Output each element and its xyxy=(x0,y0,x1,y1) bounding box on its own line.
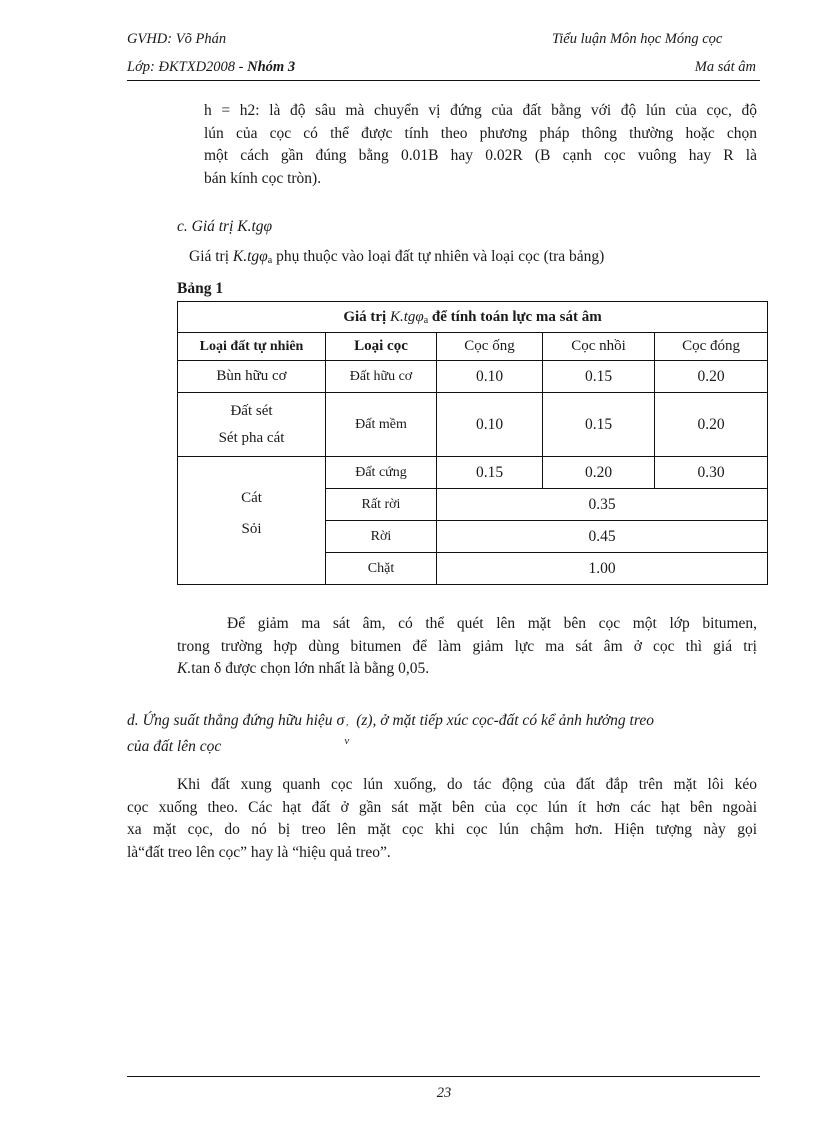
table-title-prefix: Giá trị xyxy=(343,308,390,325)
line-rest: tan δ được chọn lớn nhất là bằng 0,05. xyxy=(191,660,430,677)
type-cell: Đất mềm xyxy=(326,393,437,457)
type-cell: Chặt xyxy=(326,553,437,585)
soil-cell xyxy=(178,457,326,585)
header-group: Nhóm 3 xyxy=(247,59,296,75)
paragraph-line: Để giảm ma sát âm, có thể quét lên mặt bên cọc một lớp bitumen, xyxy=(227,615,757,632)
value-cell: 0.10 xyxy=(437,361,543,393)
section-d-heading xyxy=(127,708,757,760)
value-cell: 0.10 xyxy=(437,393,543,457)
k-symbol: K. xyxy=(177,660,192,677)
soil-cell xyxy=(178,393,326,457)
paragraph-line: bán kính cọc tròn). xyxy=(204,169,322,187)
type-cell: Rời xyxy=(326,521,437,553)
value-cell: 0.30 xyxy=(655,457,768,489)
header-section: Ma sát âm xyxy=(694,59,756,75)
intro-suffix: phụ thuộc vào loại đất tự nhiên và loại cọc (tra bảng) xyxy=(272,248,605,265)
paragraph-line: trong trường hợp dùng bitumen để làm giảm lực ma sát âm ở cọc thì giá trị xyxy=(177,637,757,655)
type-cell: Đất hữu cơ xyxy=(326,361,437,393)
soil-cell: Bùn hữu cơ xyxy=(178,361,326,393)
value-cell: 0.15 xyxy=(437,457,543,489)
table-label: Bảng 1 xyxy=(177,280,224,297)
section-d-text: (z), ở mặt tiếp xúc cọc-đất có kể ảnh hưởng treo xyxy=(352,712,654,729)
intro-prefix: Giá trị xyxy=(189,248,233,265)
intro-symbol-subscript: a xyxy=(267,255,273,266)
paragraph-line: Khi đất xung quanh cọc lún xuống, do tác động của đất đắp trên mặt lôi kéo xyxy=(177,776,757,793)
section-c-intro xyxy=(189,248,604,266)
table-row xyxy=(178,457,768,489)
paragraph-line: h = h2: là độ sâu mà chuyển vị đứng của đất bằng với độ lún của cọc, độ xyxy=(204,102,757,119)
sigma-sub: v xyxy=(344,735,350,747)
value-cell: 1.00 xyxy=(437,553,768,585)
header-class-prefix: Lớp: ĐKTXD2008 - xyxy=(127,59,248,75)
type-cell: Đất cứng xyxy=(326,457,437,489)
value-cell: 0.20 xyxy=(655,361,768,393)
column-header-pile-type: Loại cọc xyxy=(326,333,437,361)
page-number: 23 xyxy=(436,1085,452,1101)
type-cell: Rất rời xyxy=(326,489,437,521)
paragraph-treo xyxy=(127,774,757,864)
column-header-tube-pile: Cọc ống xyxy=(437,333,543,361)
paragraph-line xyxy=(177,658,757,681)
table-title-subscript: a xyxy=(423,314,429,326)
soil-cell-line: Cát xyxy=(241,489,262,506)
sigma-char: σ xyxy=(336,712,345,729)
soil-cell-line: Sét pha cát xyxy=(218,429,285,446)
friction-coefficient-table xyxy=(177,301,768,585)
column-header-driven-pile: Cọc đóng xyxy=(655,333,768,361)
sigma-sup: ' xyxy=(345,722,348,734)
value-cell: 0.20 xyxy=(655,393,768,457)
paragraph-bitumen xyxy=(177,613,757,681)
table-title xyxy=(178,302,768,333)
paragraph-line: lún của cọc có thể được tính theo phương pháp thông thường hoặc chọn xyxy=(204,124,757,142)
soil-cell-line: Sỏi xyxy=(241,520,262,537)
table-row xyxy=(178,361,768,393)
soil-cell-line: Đất sét xyxy=(230,402,273,419)
footer-rule xyxy=(127,1076,760,1077)
section-d-text: d. Ứng suất thẳng đứng hữu hiệu xyxy=(127,712,337,729)
table-title-symbol: K.tgφ xyxy=(389,308,424,325)
header-class xyxy=(127,59,295,76)
header-report-title: Tiểu luận Môn học Móng cọc xyxy=(552,31,723,47)
value-cell: 0.15 xyxy=(543,361,655,393)
section-c-heading: c. Giá trị K.tgφ xyxy=(177,218,273,235)
paragraph-line: cọc xuống theo. Các hạt đất ở gần sát mặt bên của cọc lún ít hơn các hạt bên ngoài xyxy=(127,798,757,816)
value-cell: 0.35 xyxy=(437,489,768,521)
table-title-suffix: để tính toán lực ma sát âm xyxy=(428,308,602,325)
intro-symbol: K.tgφ xyxy=(232,248,268,265)
header-instructor: GVHD: Võ Phán xyxy=(127,31,227,47)
column-header-bored-pile: Cọc nhồi xyxy=(543,333,655,361)
value-cell: 0.15 xyxy=(543,393,655,457)
paragraph-line: là“đất treo lên cọc” hay là “hiệu quả treo”. xyxy=(127,843,391,861)
value-cell: 0.20 xyxy=(543,457,655,489)
column-header-soil: Loại đất tự nhiên xyxy=(178,333,326,361)
paragraph-line: xa mặt cọc, do nó bị treo lên mặt cọc khi cọc lún chậm hơn. Hiện tượng này gọi xyxy=(127,821,757,838)
value-cell: 0.45 xyxy=(437,521,768,553)
paragraph-line: một cách gần đúng bằng 0.01B hay 0.02R (B cạnh cọc vuông hay R là xyxy=(204,147,757,164)
paragraph-h2 xyxy=(204,100,757,190)
section-d-line: của đất lên cọc xyxy=(127,738,222,755)
header-rule xyxy=(127,80,760,81)
sigma-symbol xyxy=(336,712,352,747)
table-row xyxy=(178,393,768,457)
